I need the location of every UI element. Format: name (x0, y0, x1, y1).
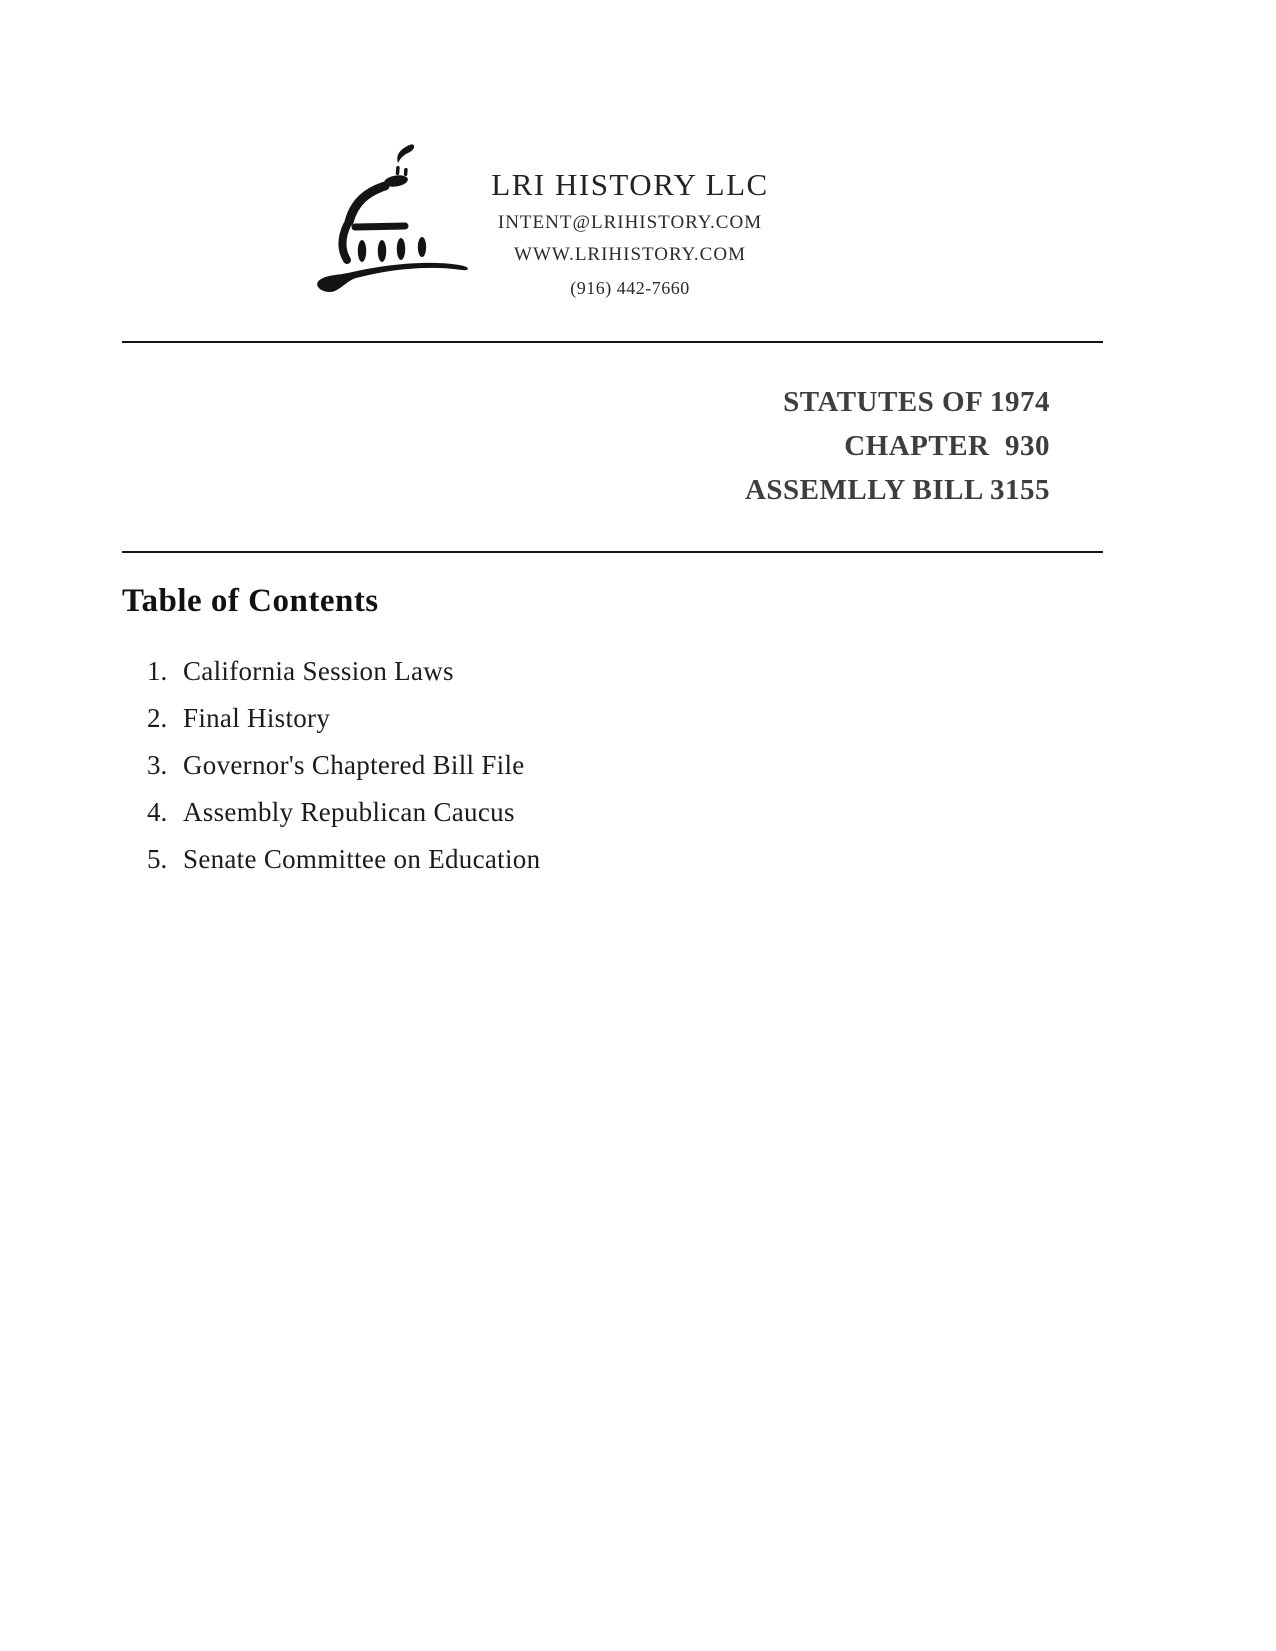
toc-item-label: Senate Committee on Education (183, 844, 541, 874)
toc-item (147, 703, 847, 733)
toc-item-label: Assembly Republican Caucus (183, 797, 515, 827)
toc-item-number: 2. (147, 703, 168, 733)
letterhead-contact-block (420, 166, 840, 300)
divider-rule-top (122, 341, 1103, 343)
company-email: INTENT@LRIHISTORY.COM (497, 212, 763, 233)
toc-item (147, 844, 847, 874)
toc-item-number: 1. (147, 656, 168, 686)
toc-item-label: Final History (183, 703, 331, 733)
toc-item-number: 5. (147, 844, 168, 874)
toc-item-label: California Session Laws (183, 656, 454, 686)
statute-title-block (745, 380, 1050, 512)
toc-item (147, 656, 847, 686)
toc-heading: Table of Contents (122, 583, 379, 619)
toc-item (147, 797, 847, 827)
toc-item-label: Governor's Chaptered Bill File (183, 750, 525, 780)
divider-rule-bottom (122, 551, 1103, 553)
toc-list (147, 656, 847, 891)
company-name: LRI HISTORY LLC (491, 167, 769, 202)
toc-item (147, 750, 847, 780)
toc-item-number: 4. (147, 797, 168, 827)
toc-item-number: 3. (147, 750, 168, 780)
assembly-bill-line: ASSEMLLY BILL 3155 (744, 474, 1050, 506)
company-phone: (916) 442-7660 (570, 278, 690, 298)
statutes-year-line: STATUTES OF 1974 (783, 386, 1050, 418)
chapter-line: CHAPTER 930 (844, 430, 1050, 462)
company-website: WWW.LRIHISTORY.COM (514, 244, 746, 265)
